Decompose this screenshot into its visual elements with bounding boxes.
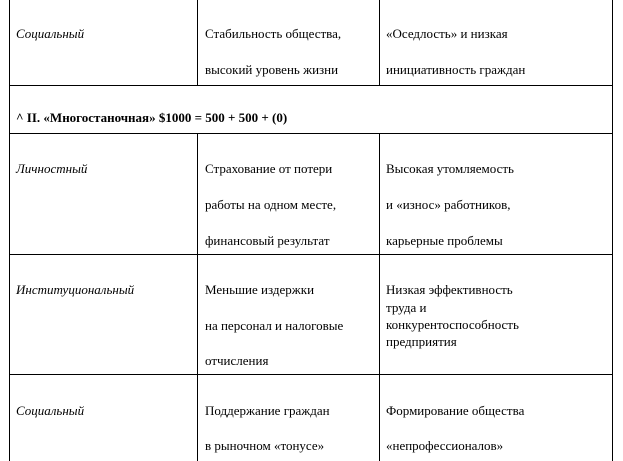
disadvantage-line: карьерные проблемы <box>386 233 503 248</box>
advantage-line: Поддержание граждан <box>205 403 330 418</box>
disadvantage-line: инициативность граждан <box>386 62 526 77</box>
advantage-line: высокий уровень жизни <box>205 62 339 77</box>
aspect-cell: Социальный <box>16 26 85 41</box>
row-divider <box>9 374 613 375</box>
section-header: ^ II. «Многостаночная» $1000 = 500 + 500 + (0) <box>16 110 288 125</box>
disadvantage-line: Высокая утомляемость <box>386 161 514 176</box>
advantage-line: отчисления <box>205 353 269 368</box>
advantage-line: Стабильность общества, <box>205 26 342 41</box>
aspect-cell: Социальный <box>16 403 85 418</box>
advantage-line: в рыночном «тонусе» <box>205 438 325 453</box>
disadvantage-line: и «износ» работников, <box>386 197 511 212</box>
row-divider <box>9 85 613 86</box>
advantage-line: финансовый результат <box>205 233 330 248</box>
disadvantage-line: Низкая эффективность <box>386 282 513 297</box>
advantage-line: Страхование от потери <box>205 161 333 176</box>
aspect-cell: Институциональный <box>16 282 135 297</box>
advantage-line: на персонал и налоговые <box>205 318 344 333</box>
row-divider <box>9 133 613 134</box>
aspect-cell: Личностный <box>16 161 88 176</box>
table-border-right <box>612 0 613 461</box>
column-divider <box>197 0 198 86</box>
advantage-line: Меньшие издержки <box>205 282 315 297</box>
disadvantage-line: Формирование общества <box>386 403 525 418</box>
disadvantage-line: «непрофессионалов» <box>386 438 504 453</box>
column-divider <box>197 133 198 461</box>
disadvantage-line: «Оседлость» и низкая <box>386 26 508 41</box>
disadvantage-line: труда и <box>386 300 427 315</box>
advantage-line: работы на одном месте, <box>205 197 337 212</box>
column-divider <box>379 0 380 86</box>
table-border-left <box>9 0 10 461</box>
disadvantage-line: конкурентоспособность <box>386 317 519 332</box>
column-divider <box>379 133 380 461</box>
disadvantage-line: предприятия <box>386 334 457 349</box>
row-divider <box>9 254 613 255</box>
